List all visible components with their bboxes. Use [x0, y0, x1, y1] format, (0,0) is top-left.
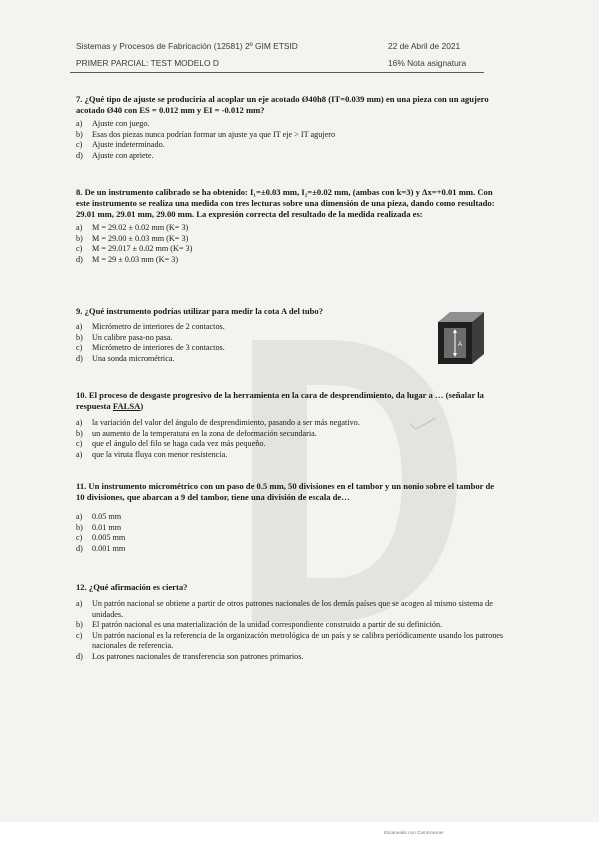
option-d[interactable]: [76, 255, 504, 266]
question-9: [76, 306, 426, 364]
exam-title: PRIMER PARCIAL: TEST MODELO D: [76, 58, 219, 68]
option-text: 0.005 mm: [92, 533, 126, 543]
option-a[interactable]: [76, 599, 504, 620]
option-text: Esas dos piezas nunca podrían formar un ajuste ya que IT eje > IT agujero: [92, 129, 336, 139]
option-key: c): [76, 140, 83, 150]
option-text: M = 29.02 ± 0.02 mm (K= 3): [92, 223, 189, 232]
option-b[interactable]: [76, 620, 504, 631]
option-text: Una sonda micrométrica.: [92, 353, 175, 363]
option-text: 0.01 mm: [92, 522, 122, 532]
option-text: que la viruta fluya con menor resistencia.: [92, 449, 228, 459]
option-key: c): [76, 630, 83, 640]
option-key: a): [76, 449, 83, 459]
question-title: 8. De un instrumento calibrado se ha obtenido: I₁=±0.03 mm, I₂=±0.02 mm, (ambas con k=3) y Δx=+0.01 mm. Con este instrumento se realiza una medida con tres lecturas sobre una dimensión de una pieza, dando como resultado: 29.01 mm, 29.01 mm, 29.00 mm. La expresión correcta del resultado de la medida realizada es:: [76, 187, 495, 219]
option-d[interactable]: [76, 151, 504, 162]
option-text: El patrón nacional es una materialización de la unidad correspondiente construido a partir de su definición.: [92, 620, 443, 630]
question-title: 9. ¿Qué instrumento podrías utilizar para medir la cota A del tubo?: [76, 306, 323, 316]
option-key: a): [76, 418, 83, 427]
option-c[interactable]: [76, 439, 504, 450]
question-title-main: 10. El proceso de desgaste progresivo de la herramienta en la cara de desprendimiento, da lugar a … (señalar la respuesta: [76, 390, 484, 411]
question-7: [76, 94, 504, 161]
option-d[interactable]: [76, 354, 426, 365]
option-key: a): [76, 322, 83, 331]
option-text: Micrómetro de interiores de 3 contactos.: [92, 343, 225, 353]
dimension-label-a: A: [458, 342, 463, 348]
option-b[interactable]: [76, 523, 504, 534]
option-a[interactable]: [76, 322, 426, 333]
option-key: d): [76, 543, 83, 553]
question-title: [76, 390, 504, 412]
option-key: c): [76, 439, 83, 449]
option-text: un aumento de la temperatura en la zona de deformación secundaria.: [92, 428, 317, 438]
grade-weight: 16% Nota asignatura: [388, 58, 467, 68]
question-8: [76, 187, 504, 265]
option-key: b): [76, 522, 83, 532]
question-12: [76, 582, 504, 663]
option-key: c): [76, 343, 83, 353]
scanner-footer: Escaneado con CamScanner: [384, 830, 444, 835]
question-title: 7. ¿Qué tipo de ajuste se produciría al acoplar un eje acotado Ø40h8 (IT=0.039 mm) en una pieza con un agujero acotado Ø40 con ES = 0.012 mm y EI = -0.012 mm?: [76, 94, 489, 115]
option-key: b): [76, 233, 83, 243]
option-key: b): [76, 620, 83, 630]
option-a[interactable]: [76, 512, 504, 523]
option-c[interactable]: [76, 533, 504, 544]
option-d[interactable]: [76, 450, 504, 461]
option-text: M = 29.017 ± 0.02 mm (K= 3): [92, 244, 193, 254]
option-key: d): [76, 353, 83, 363]
option-c[interactable]: [76, 343, 426, 354]
option-text: la variación del valor del ángulo de desprendimiento, pasando a ser más negativo.: [92, 418, 360, 427]
option-c[interactable]: [76, 244, 504, 255]
question-title: 12. ¿Qué afirmación es cierta?: [76, 582, 188, 592]
option-key: a): [76, 223, 83, 232]
option-text: Un patrón nacional se obtiene a partir de otros patrones nacionales de los demás países que se acogen al mismo sistema de unidades.: [92, 599, 493, 619]
option-d[interactable]: [76, 544, 504, 555]
option-text: Micrómetro de interiores de 2 contactos.: [92, 322, 225, 331]
question-title-end: ): [140, 401, 144, 411]
false-answer-emphasis: FALSA: [112, 401, 141, 411]
option-key: a): [76, 512, 83, 521]
option-key: c): [76, 244, 83, 254]
course-title: Sistemas y Procesos de Fabricación (12581) 2º GIM ETSID: [76, 41, 298, 51]
option-a[interactable]: [76, 223, 504, 234]
question-10: [76, 390, 504, 460]
option-text: M = 29.00 ± 0.03 mm (K= 3): [92, 233, 189, 243]
option-key: c): [76, 533, 83, 543]
option-key: a): [76, 599, 83, 608]
option-text: Un patrón nacional es la referencia de la organización metrológica de un país y se calibra periódicamente usando los patrones nacionales de referencia.: [92, 630, 504, 651]
pencil-check-mark: [408, 416, 438, 432]
option-c[interactable]: [76, 140, 504, 151]
option-b[interactable]: [76, 130, 504, 141]
option-key: b): [76, 428, 83, 438]
option-a[interactable]: [76, 119, 504, 130]
option-d[interactable]: [76, 652, 504, 663]
option-text: Ajuste con juego.: [92, 119, 150, 128]
option-c[interactable]: [76, 631, 504, 652]
option-key: a): [76, 119, 83, 128]
option-text: 0.05 mm: [92, 512, 122, 521]
option-text: Los patrones nacionales de transferencia son patrones primarios.: [92, 651, 304, 661]
option-text: Un calibre pasa-no pasa.: [92, 332, 173, 342]
option-key: b): [76, 129, 83, 139]
option-key: d): [76, 150, 83, 160]
question-title: 11. Un instrumento micrométrico con un paso de 0.5 mm, 50 divisiones en el tambor y un nonio sobre el tambor de 10 divisiones, que abarcan a 9 del tambor, tiene una división de escala de…: [76, 481, 495, 502]
header-divider: [70, 72, 484, 73]
option-text: Ajuste con apriete.: [92, 150, 154, 160]
option-key: d): [76, 651, 83, 661]
option-text: que el ángulo del filo se haga cada vez más pequeño.: [92, 439, 266, 449]
option-text: M = 29 ± 0.03 mm (K= 3): [92, 254, 179, 264]
question-11: [76, 481, 504, 554]
option-text: Ajuste indeterminado.: [92, 140, 165, 150]
option-b[interactable]: [76, 333, 426, 344]
option-b[interactable]: [76, 429, 504, 440]
exam-date: 22 de Abril de 2021: [388, 41, 461, 51]
option-key: d): [76, 254, 83, 264]
tube-figure: [436, 310, 486, 366]
option-text: 0.001 mm: [92, 543, 126, 553]
option-a[interactable]: [76, 418, 504, 429]
option-b[interactable]: [76, 234, 504, 245]
option-key: b): [76, 332, 83, 342]
